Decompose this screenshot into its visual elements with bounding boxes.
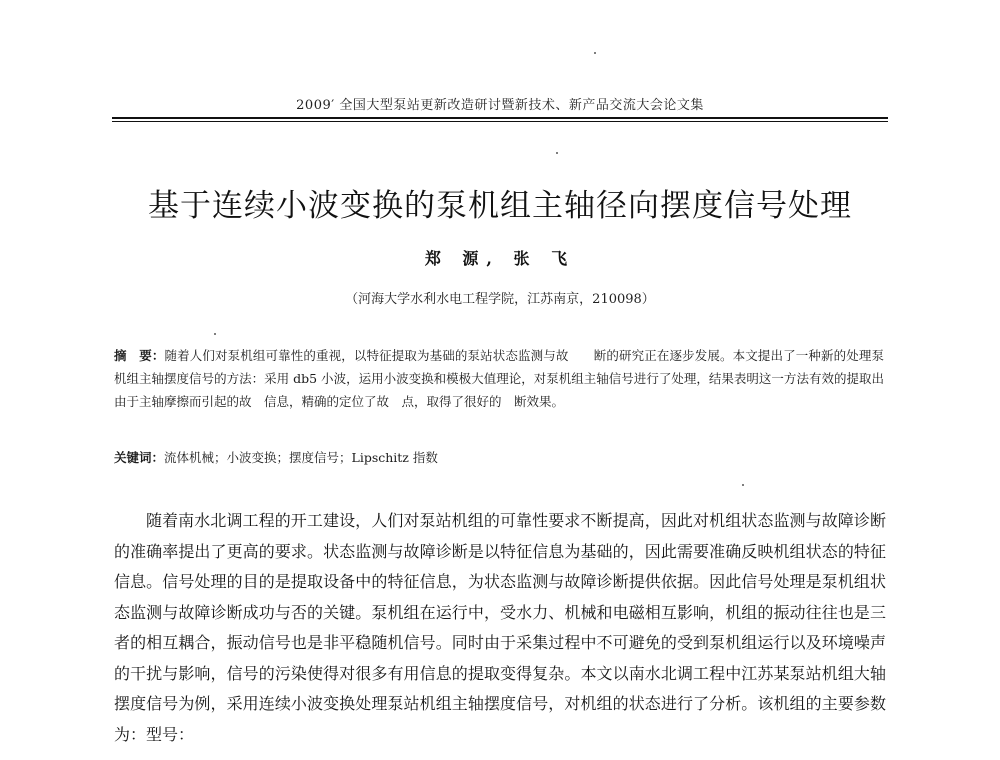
- scan-speck: [214, 333, 216, 335]
- abstract-text: 随着人们对泵机组可靠性的重视，以特征提取为基础的泵站状态监测与故 断的研究正在逐步发展。本文提出了一种新的处理泵机组主轴摆度信号的方法：采用 db5 小波，运用小波变换和模极大值理论，对泵机组主轴信号进行了处理，结果表明这一方法有效的提取出由于主轴摩擦而引起的故 信息，精确的定位了故 点，取得了很好的 断效果。: [114, 348, 884, 409]
- keywords-text: 流体机械；小波变换；摆度信号；Lipschitz 指数: [164, 450, 438, 465]
- keywords: [114, 448, 884, 468]
- paper-title: 基于连续小波变换的泵机组主轴径向摆度信号处理: [148, 188, 852, 224]
- scan-speck: [556, 152, 558, 154]
- scan-speck: [742, 484, 744, 486]
- header-rule: [112, 117, 888, 119]
- body-paragraph: 随着南水北调工程的开工建设，人们对泵站机组的可靠性要求不断提高，因此对机组状态监测与故障诊断的准确率提出了更高的要求。状态监测与故障诊断是以特征信息为基础的，因此需要准确反映机组状态的特征信息。信号处理的目的是提取设备中的特征信息，为状态监测与故障诊断提供依据。因此信号处理是泵机组状态监测与故障诊断成功与否的关键。泵机组在运行中，受水力、机械和电磁相互影响，机组的振动往往也是三者的相互耦合，振动信号也是非平稳随机信号。同时由于采集过程中不可避免的受到泵机组运行以及环境噪声的干扰与影响，信号的污染使得对很多有用信息的提取变得复杂。本文以南水北调工程中江苏某泵站机组大轴摆度信号为例，采用连续小波变换处理泵站机组主轴摆度信号，对机组的状态进行了分析。该机组的主要参数为：型号：: [114, 511, 886, 744]
- abstract: [114, 344, 884, 413]
- keywords-label: 关键词：: [114, 450, 165, 465]
- running-header: 2009′ 全国大型泵站更新改造研讨暨新技术、新产品交流大会论文集: [296, 98, 704, 113]
- affiliation: （河海大学水利水电工程学院，江苏南京，210098）: [345, 292, 655, 307]
- authors: 郑 源, 张 飞: [424, 249, 576, 268]
- scan-speck: [594, 52, 596, 54]
- abstract-label: 摘 要：: [114, 348, 165, 363]
